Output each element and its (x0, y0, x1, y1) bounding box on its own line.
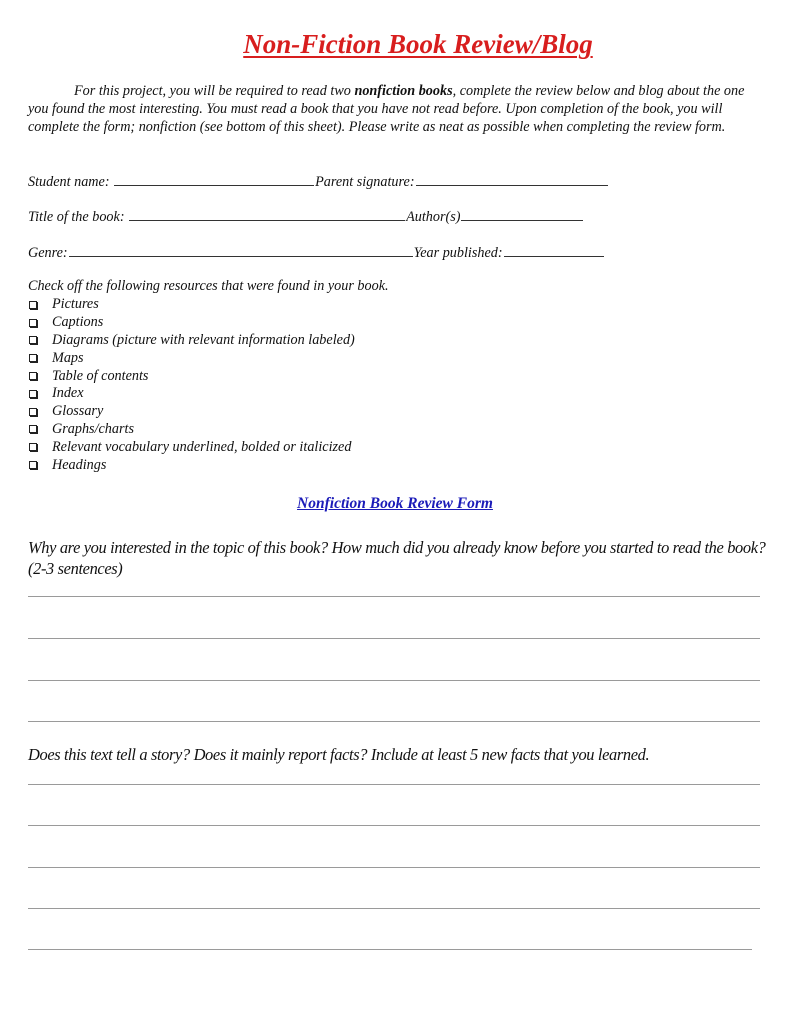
page-title: Non-Fiction Book Review/Blog (243, 29, 593, 59)
year-published-label: Year published: (413, 245, 503, 261)
checklist-item (28, 314, 355, 332)
answer-line-q1-2[interactable] (28, 638, 760, 639)
checklist-item (28, 332, 355, 350)
book-title-field[interactable] (129, 208, 405, 221)
checklist-label: Diagrams (picture with relevant information labeled) (52, 331, 355, 348)
author-label: Author(s) (406, 209, 461, 225)
checkbox-icon[interactable] (29, 372, 37, 380)
checklist-intro: Check off the following resources that were found in your book. (28, 278, 389, 294)
parent-signature-field[interactable] (416, 173, 608, 186)
checklist-item (28, 403, 355, 421)
checklist-label: Relevant vocabulary underlined, bolded or italicized (52, 438, 352, 455)
checkbox-icon[interactable] (29, 336, 37, 344)
checklist-label: Captions (52, 314, 104, 331)
answer-line-q1-1[interactable] (28, 596, 760, 597)
answer-line-q2-3[interactable] (28, 867, 760, 868)
checkbox-icon[interactable] (29, 390, 37, 398)
answer-line-q2-5[interactable] (28, 949, 752, 950)
checklist-item (28, 385, 355, 403)
intro-text-1: For this project, you will be required to read two (74, 83, 355, 99)
answer-line-q2-4[interactable] (28, 908, 760, 909)
resources-checklist (28, 296, 355, 474)
student-name-label: Student name: (28, 174, 110, 190)
genre-field[interactable] (69, 244, 413, 257)
checkbox-icon[interactable] (29, 425, 37, 433)
checklist-item (28, 296, 355, 314)
genre-row (28, 244, 605, 262)
checklist-label: Headings (52, 456, 107, 473)
answer-line-q2-1[interactable] (28, 784, 760, 785)
student-info-row (28, 173, 609, 191)
intro-paragraph (28, 82, 764, 136)
checklist-label: Pictures (52, 296, 99, 313)
answer-line-q1-4[interactable] (28, 721, 760, 722)
checkbox-icon[interactable] (29, 354, 37, 362)
book-info-row (28, 208, 584, 226)
student-name-field[interactable] (114, 173, 314, 186)
review-form-heading: Nonfiction Book Review Form (297, 495, 493, 512)
checklist-item (28, 349, 355, 367)
intro-text-2: , complete the review below and blog about the one you found the most interesting. You must read a book that you have not read before. Upon completion of the book, you will complete the form; nonfiction (see bottom of this sheet). Please write as neat as possible when completing the review form. (28, 83, 745, 135)
checklist-item (28, 438, 355, 456)
checklist-item (28, 367, 355, 385)
question-1: Why are you interested in the topic of this book? How much did you already know before you started to read the book? (2-3 sentences) (28, 538, 766, 578)
checklist-item (28, 421, 355, 439)
checkbox-icon[interactable] (29, 443, 37, 451)
year-published-field[interactable] (504, 244, 604, 257)
checkbox-icon[interactable] (29, 301, 37, 309)
question-2: Does this text tell a story? Does it mainly report facts? Include at least 5 new facts that you learned. (28, 745, 650, 764)
intro-bold-text: nonfiction books (354, 83, 453, 99)
parent-signature-label: Parent signature: (315, 174, 415, 190)
checkbox-icon[interactable] (29, 319, 37, 327)
checklist-label: Maps (52, 349, 84, 366)
author-field[interactable] (461, 208, 583, 221)
answer-line-q2-2[interactable] (28, 825, 760, 826)
book-title-label: Title of the book: (28, 209, 125, 225)
checklist-label: Glossary (52, 403, 104, 420)
checklist-label: Index (52, 385, 84, 402)
checklist-label: Table of contents (52, 367, 149, 384)
checklist-label: Graphs/charts (52, 420, 134, 437)
genre-label: Genre: (28, 245, 68, 261)
answer-line-q1-3[interactable] (28, 680, 760, 681)
checkbox-icon[interactable] (29, 408, 37, 416)
checkbox-icon[interactable] (29, 461, 37, 469)
checklist-item (28, 456, 355, 474)
